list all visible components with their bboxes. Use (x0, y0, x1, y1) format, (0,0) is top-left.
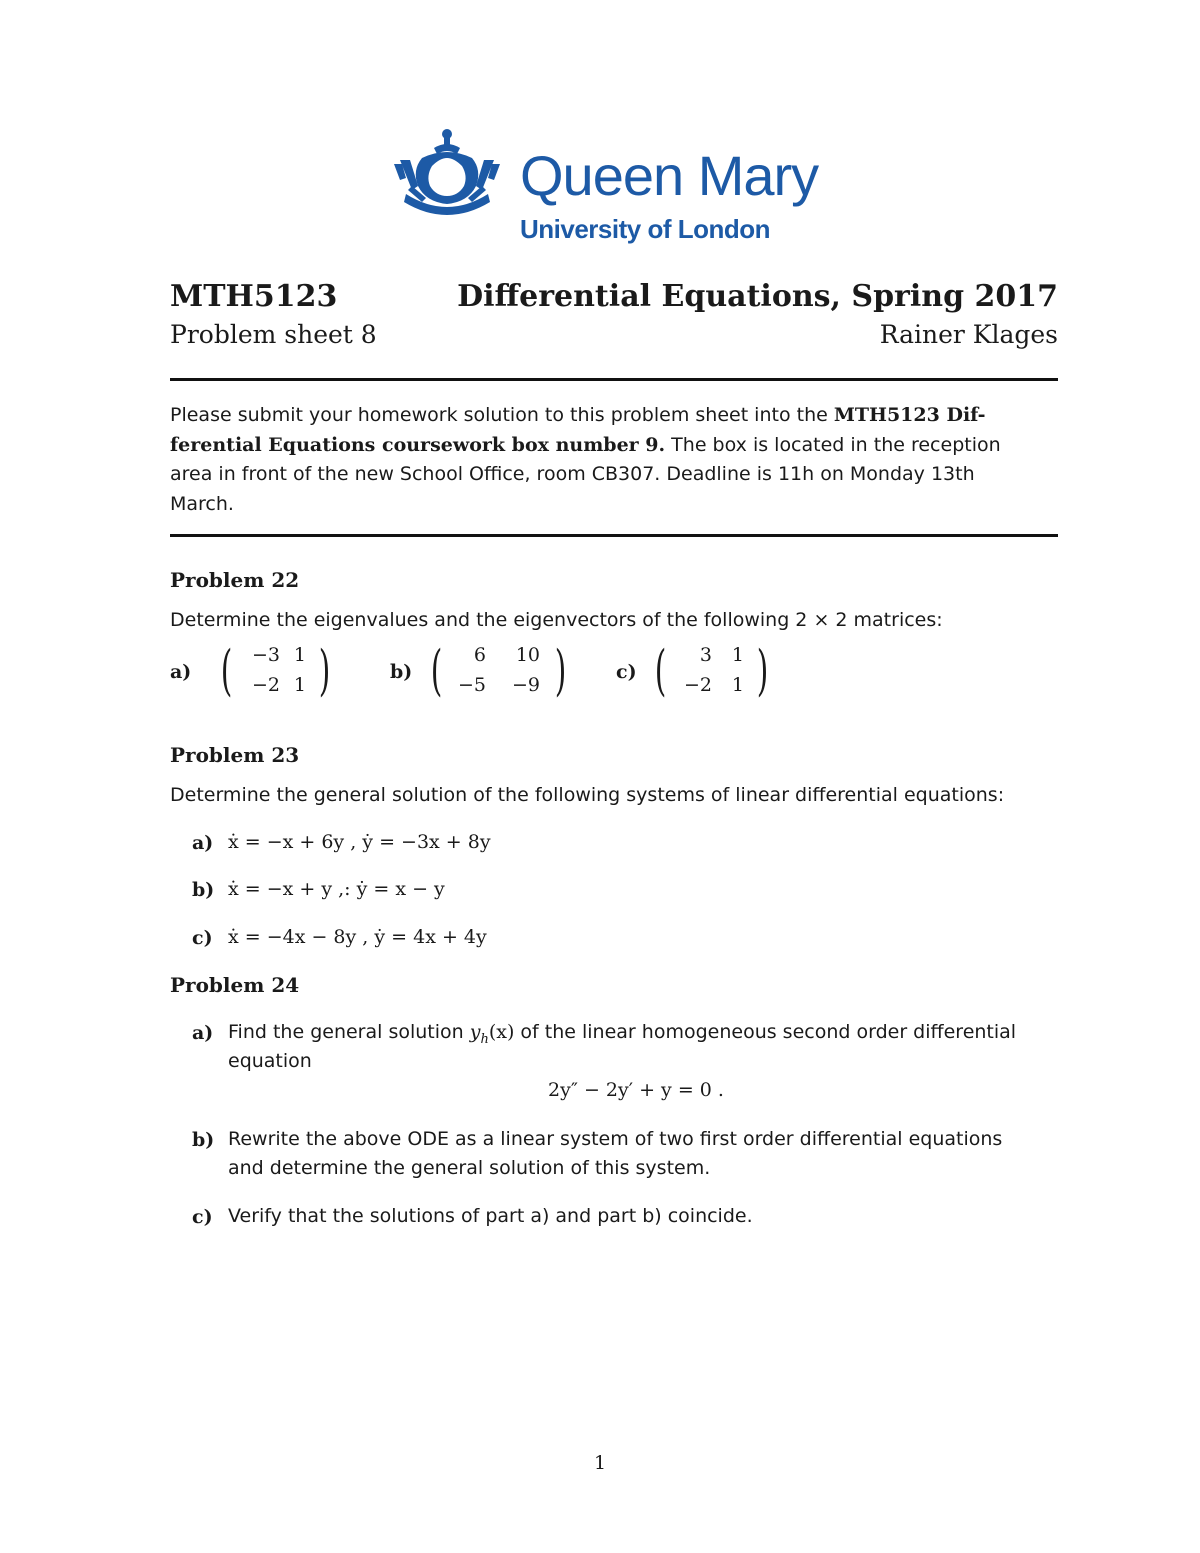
right-paren: ) (756, 639, 769, 702)
matrix-cell: 1 (293, 644, 306, 666)
sheet-number: Problem sheet 8 (170, 320, 377, 349)
left-paren: ( (220, 639, 233, 702)
university-logo (392, 128, 842, 250)
instructions-line-2 (170, 431, 1058, 461)
matrix-cell: −5 (457, 674, 486, 696)
math-arg: (x) (488, 1021, 515, 1043)
problem-24-title: Problem 24 (170, 973, 300, 997)
problem-22-title: Problem 22 (170, 568, 300, 592)
matrix-b (432, 640, 582, 702)
matrix-a-label: a) (170, 661, 192, 683)
right-paren: ) (318, 639, 331, 702)
matrix-cell: −2 (251, 674, 280, 696)
system-a-equation: ẋ = −x + 6y , ẏ = −3x + 8y (228, 831, 491, 853)
system-b-equation: ẋ = −x + y ,: ẏ = x − y (228, 878, 445, 900)
system-c-equation: ẋ = −4x − 8y , ẏ = 4x + 4y (228, 926, 487, 948)
problem-24c-text: Verify that the solutions of part a) and part b) coincide. (228, 1205, 753, 1227)
course-code: MTH5123 (170, 279, 338, 314)
matrix-cell: −2 (683, 674, 712, 696)
matrix-cell: 1 (293, 674, 306, 696)
item-b-label: b) (192, 1129, 215, 1151)
crown-crest-icon (392, 128, 502, 220)
instructions-bold: MTH5123 Dif- (833, 404, 986, 426)
matrix-cell: 1 (731, 674, 744, 696)
right-paren: ) (554, 639, 567, 702)
left-paren: ( (430, 639, 443, 702)
matrix-cell: −9 (511, 674, 540, 696)
instructions-line-3: area in front of the new School Office, room CB307. Deadline is 11h on Monday 13th (170, 463, 975, 485)
logo-subtitle: University of London (520, 214, 770, 244)
item-c-label: c) (192, 927, 213, 949)
matrix-cell: 10 (515, 644, 540, 666)
problem-24a-text (228, 1021, 1016, 1047)
math-var: y (469, 1021, 481, 1043)
problem-24b-text: Rewrite the above ODE as a linear system of two first order differential equations (228, 1128, 1003, 1150)
problem-22-text: Determine the eigenvalues and the eigenvectors of the following 2 × 2 matrices: (170, 609, 943, 631)
divider-top (170, 378, 1058, 381)
matrix-cell: 3 (699, 644, 712, 666)
item-c-label: c) (192, 1206, 213, 1228)
logo-name: Queen Mary (520, 144, 819, 207)
matrix-cell: −3 (251, 644, 280, 666)
matrix-b-label: b) (390, 661, 413, 683)
instructions-bold: ferential Equations coursework box number 9. (170, 433, 666, 456)
divider-bottom (170, 534, 1058, 537)
ode-equation: 2y″ − 2y′ + y = 0 . (548, 1079, 724, 1101)
matrix-cell: 1 (731, 644, 744, 666)
instructions-paragraph (170, 401, 1058, 519)
instructions-line-1 (170, 401, 1058, 431)
matrix-cell: 6 (473, 644, 486, 666)
page-number: 1 (593, 1452, 607, 1474)
math-subscript: h (480, 1031, 489, 1047)
problem-24a-text-2: equation (228, 1050, 312, 1072)
text-segment: Find the general solution (228, 1021, 470, 1043)
course-title: Differential Equations, Spring 2017 (457, 279, 1058, 314)
matrix-c (656, 640, 786, 702)
author-name: Rainer Klages (879, 320, 1058, 349)
left-paren: ( (654, 639, 667, 702)
matrix-a (222, 640, 342, 702)
problem-23-text: Determine the general solution of the following systems of linear differential equations: (170, 784, 1005, 806)
problem-23-title: Problem 23 (170, 743, 300, 767)
instructions-line-4: March. (170, 492, 234, 515)
problem-24b-text-2: and determine the general solution of this system. (228, 1157, 711, 1179)
text-segment: of the linear homogeneous second order differential (514, 1021, 1017, 1043)
instructions-text: Please submit your homework solution to this problem sheet into the (170, 404, 834, 426)
instructions-text: The box is located in the reception (665, 433, 1001, 456)
item-b-label: b) (192, 879, 215, 901)
math-y-h (469, 1021, 515, 1047)
item-a-label: a) (192, 832, 214, 854)
item-a-label: a) (192, 1022, 214, 1044)
matrix-c-label: c) (616, 661, 637, 683)
